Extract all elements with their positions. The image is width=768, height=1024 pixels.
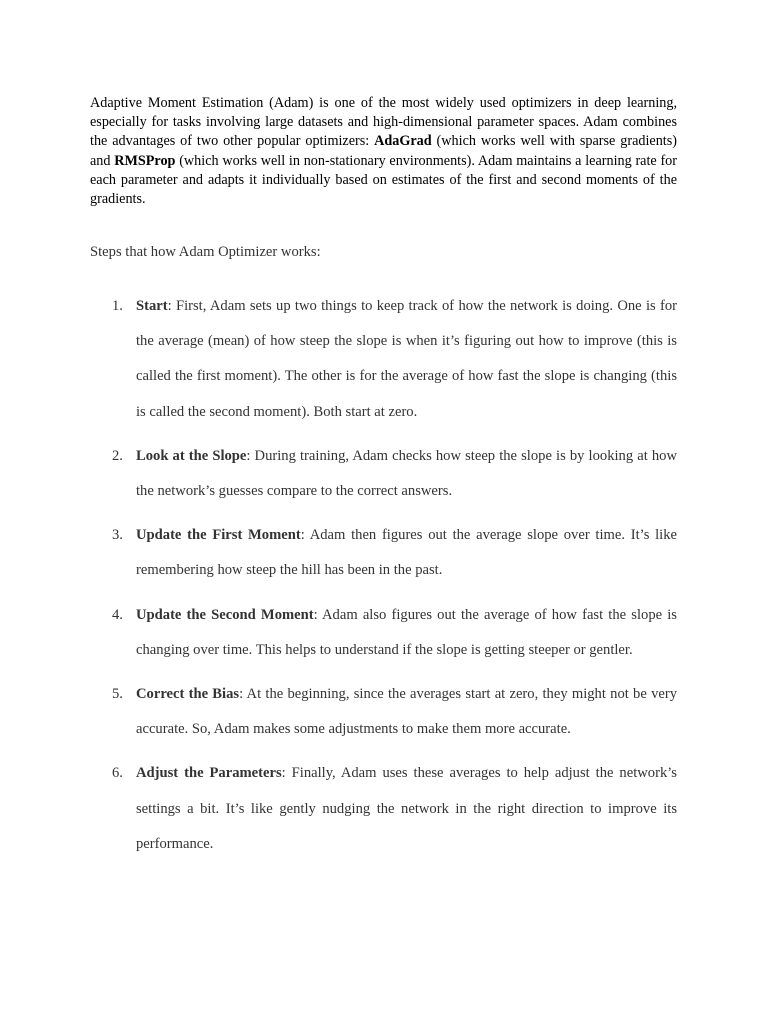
list-item: [90, 756, 677, 862]
adagrad-term: AdaGrad: [374, 133, 432, 150]
steps-heading: Steps that how Adam Optimizer works:: [90, 244, 321, 260]
step-text: : During training, Adam checks how steep the slope is by looking at how the network’s guesses compare to the correct answers.: [136, 447, 677, 500]
rmsprop-term: RMSProp: [114, 152, 176, 169]
step-text: : At the beginning, since the averages start at zero, they might not be very accurate. So, Adam makes some adjustments to make them more accurate.: [136, 686, 678, 738]
step-text: : Finally, Adam uses these averages to help adjust the network’s settings a bit. It’s like gently nudging the network in the right direction to improve its performance.: [136, 765, 677, 852]
step-text: : Adam also figures out the average of how fast the slope is changing over time. This helps to understand if the slope is getting steeper or gentler.: [136, 606, 677, 658]
list-item: [90, 289, 677, 430]
step-number: 4.: [112, 606, 123, 623]
step-title: Update the Second Moment: [136, 606, 314, 623]
list-item: [90, 439, 677, 509]
step-title: Correct the Bias: [136, 686, 240, 703]
intro-text-part-2: (which works well with sparse gradients) and: [90, 133, 677, 169]
list-item: [90, 677, 677, 747]
steps-list: [90, 289, 677, 871]
intro-text-part-3: (which works well in non-stationary environments). Adam maintains a learning rate for each parameter and adapts it individually based on estimates of the first and second moments of the gradients.: [90, 152, 677, 208]
list-item: [90, 598, 677, 668]
step-number: 5.: [112, 686, 123, 703]
step-number: 1.: [112, 298, 123, 314]
step-title: Update the First Moment: [136, 527, 301, 544]
step-number: 3.: [112, 527, 123, 544]
step-title: Adjust the Parameters: [136, 765, 282, 782]
step-title: Look at the Slope: [136, 447, 247, 464]
step-text: : First, Adam sets up two things to keep track of how the network is doing. One is for the average (mean) of how steep the slope is when it’s figuring out how to improve (this is called the first moment). The other is for the average of how fast the slope is changing (this is called the second moment). Both start at zero.: [136, 298, 677, 420]
step-title: Start: [136, 298, 168, 314]
step-number: 2.: [112, 447, 123, 464]
step-number: 6.: [112, 765, 123, 782]
step-text: : Adam then figures out the average slope over time. It’s like remembering how steep the hill has been in the past.: [136, 527, 677, 579]
intro-paragraph: [90, 94, 677, 209]
list-item: [90, 518, 677, 588]
intro-text-part-1: Adaptive Moment Estimation (Adam) is one of the most widely used optimizers in deep learning, especially for tasks involving large datasets and high-dimensional parameter spaces. Adam combines the advantages of two other popular optimizers:: [90, 95, 677, 150]
